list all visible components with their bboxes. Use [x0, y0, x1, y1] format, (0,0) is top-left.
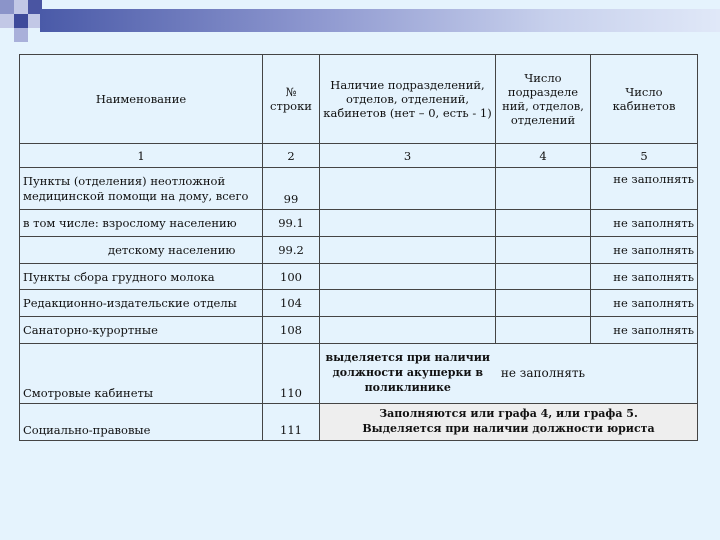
row-note: не заполнять	[591, 317, 698, 344]
row-name: детскому населению	[20, 237, 263, 264]
header-count-units: Число подразделе ний, отделов, отделений	[496, 55, 591, 144]
row-note: не заполнять	[591, 290, 698, 317]
column-number: 3	[320, 144, 496, 168]
cell-empty	[320, 210, 496, 237]
cell-empty	[320, 237, 496, 264]
header-count-rooms: Число кабинетов	[591, 55, 698, 144]
row-name: Смотровые кабинеты	[20, 344, 263, 404]
table-row	[20, 344, 698, 404]
statistics-table	[19, 54, 698, 441]
row-name: в том числе: взрослому населению	[20, 210, 263, 237]
row-line-number: 110	[263, 344, 320, 404]
column-number: 5	[591, 144, 698, 168]
decor-square	[14, 0, 28, 14]
row-line-number: 99.2	[263, 237, 320, 264]
column-number: 1	[20, 144, 263, 168]
cell-empty	[320, 168, 496, 210]
decor-square	[14, 14, 28, 28]
header-presence: Наличие подразделений, отделов, отделений, кабинетов (нет – 0, есть - 1)	[320, 55, 496, 144]
header-line-number: № строки	[263, 55, 320, 144]
table-row	[20, 264, 698, 290]
cell-empty	[320, 264, 496, 290]
row-note: не заполнять	[591, 264, 698, 290]
cell-empty	[496, 290, 591, 317]
row-note: не заполнять	[591, 210, 698, 237]
table-row	[20, 290, 698, 317]
row-line-number: 100	[263, 264, 320, 290]
cell-empty	[496, 317, 591, 344]
cell-empty	[320, 290, 496, 317]
row-note: не заполнять	[591, 168, 698, 210]
row-name: Санаторно-курортные	[20, 317, 263, 344]
table-row	[20, 317, 698, 344]
row-note: не заполнять	[591, 237, 698, 264]
cell-empty	[320, 317, 496, 344]
row-line-number: 111	[263, 404, 320, 441]
row-note-col3: выделяется при наличии должности акушерки в поликлинике	[320, 344, 496, 404]
decor-bar	[40, 9, 720, 32]
row-line-number: 104	[263, 290, 320, 317]
table-row	[20, 168, 698, 210]
row-name: Пункты сбора грудного молока	[20, 264, 263, 290]
cell-empty	[591, 344, 698, 404]
header-name: Наименование	[20, 55, 263, 144]
column-number: 4	[496, 144, 591, 168]
decor-square	[0, 14, 14, 28]
cell-empty	[496, 210, 591, 237]
column-number: 2	[263, 144, 320, 168]
table-header-row	[20, 55, 698, 144]
table-row	[20, 237, 698, 264]
cell-empty	[496, 264, 591, 290]
cell-empty	[496, 237, 591, 264]
row-note-col45: не заполнять	[496, 344, 591, 404]
row-name: Редакционно-издательские отделы	[20, 290, 263, 317]
row-line-number: 99	[263, 168, 320, 210]
row-line-number: 99.1	[263, 210, 320, 237]
row-name: Социально-правовые	[20, 404, 263, 441]
row-name: Пункты (отделения) неотложной медицинской помощи на дому, всего	[20, 168, 263, 210]
column-numbers-row	[20, 144, 698, 168]
table-row	[20, 210, 698, 237]
table-row	[20, 404, 698, 441]
decor-square	[0, 0, 14, 14]
row-note-merged: Заполняются или графа 4, или графа 5. Выделяется при наличии должности юриста	[320, 404, 698, 441]
cell-empty	[496, 168, 591, 210]
row-line-number: 108	[263, 317, 320, 344]
decor-square	[14, 28, 28, 42]
